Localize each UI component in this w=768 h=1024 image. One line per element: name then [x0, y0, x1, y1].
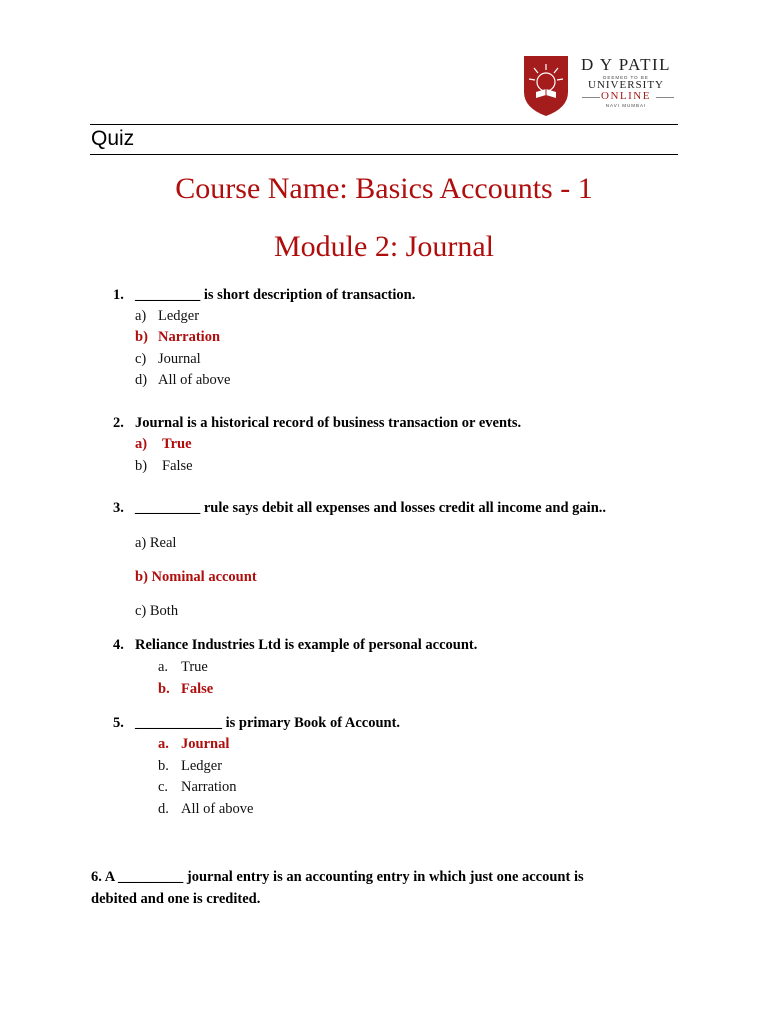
- logo-tagline: DEEMED TO BE: [603, 75, 649, 80]
- logo-university-text: UNIVERSITY: [588, 79, 664, 91]
- question-3-option-b-correct: b) Nominal account: [135, 569, 257, 585]
- option-text: Narration: [158, 329, 221, 345]
- option-text: Journal: [158, 351, 201, 367]
- question-2-text: Journal is a historical record of business transaction or events.: [135, 415, 522, 431]
- option-label: a.: [158, 736, 169, 752]
- option-text: All of above: [158, 372, 231, 388]
- option-label: a.: [158, 659, 169, 675]
- option-label: c): [135, 351, 147, 367]
- header-rule-bottom: [90, 154, 678, 155]
- option-text: Ledger: [181, 758, 223, 774]
- question-3-text: _________ rule says debit all expenses and losses credit all income and gain..: [135, 500, 607, 516]
- option-label: b): [135, 458, 148, 474]
- logo-city-text: NAVI MUMBAI: [605, 103, 647, 108]
- question-6-text-line-1: 6. A _________ journal entry is an accounting entry in which just one account is: [91, 869, 584, 885]
- module-heading: Module 2: Journal: [274, 230, 494, 263]
- option-text: False: [181, 681, 214, 697]
- question-3-option-c: c) Both: [135, 603, 179, 619]
- question-5-number: 5.: [113, 715, 124, 731]
- university-logo: [520, 52, 678, 118]
- logo-divider-right: [656, 97, 674, 98]
- logo-brand-text: D Y PATIL: [580, 55, 671, 74]
- option-text: True: [162, 436, 192, 452]
- question-4-text: Reliance Industries Ltd is example of personal account.: [135, 637, 478, 653]
- option-label: a): [135, 308, 147, 324]
- question-5-text: ____________ is primary Book of Account.: [135, 715, 401, 731]
- question-4-number: 4.: [113, 637, 124, 653]
- header-rule-top: [90, 124, 678, 125]
- option-label: c.: [158, 779, 169, 795]
- question-3-option-a: a) Real: [135, 535, 177, 551]
- option-text: False: [162, 458, 193, 474]
- page-title: Quiz: [91, 127, 135, 150]
- shield-emblem-icon: [520, 52, 572, 118]
- option-label: a): [135, 436, 148, 452]
- option-text: True: [181, 659, 208, 675]
- course-name-heading: Course Name: Basics Accounts - 1: [175, 172, 593, 205]
- option-label: b.: [158, 758, 169, 774]
- option-text: Journal: [181, 736, 230, 752]
- option-text: Narration: [181, 779, 237, 795]
- option-text: Ledger: [158, 308, 200, 324]
- question-6-text-line-2: debited and one is credited.: [91, 891, 261, 907]
- option-label: d.: [158, 801, 169, 817]
- question-3-number: 3.: [113, 500, 124, 516]
- option-label: b.: [158, 681, 170, 697]
- option-label: d): [135, 372, 148, 388]
- option-text: All of above: [181, 801, 254, 817]
- question-2-number: 2.: [113, 415, 124, 431]
- logo-online-text: ONLINE: [601, 90, 651, 102]
- option-label: b): [135, 329, 148, 345]
- question-1-number: 1.: [113, 287, 124, 303]
- question-1-text: _________ is short description of transaction.: [135, 287, 416, 303]
